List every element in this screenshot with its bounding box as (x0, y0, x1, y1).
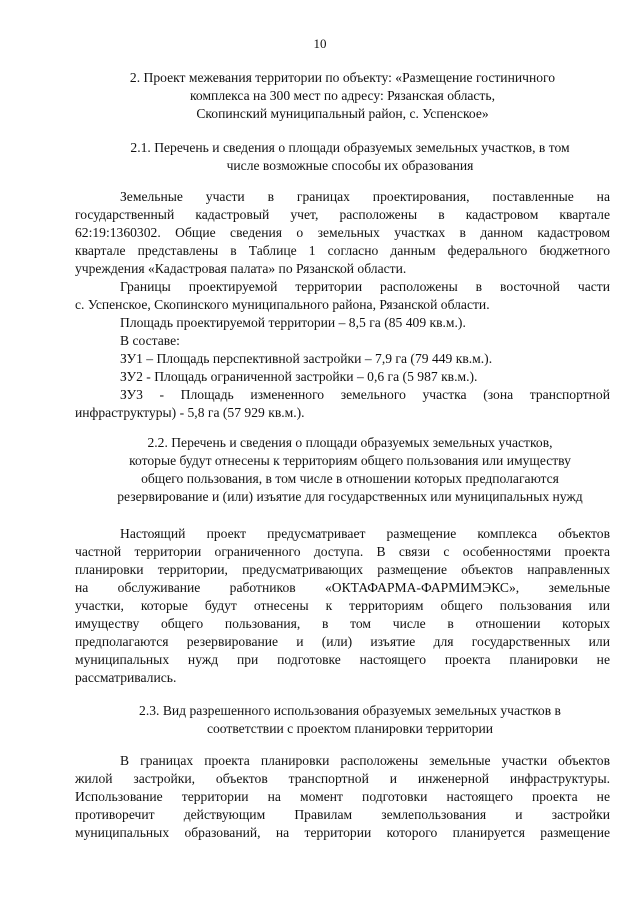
heading-line: общего пользования, в том числе в отношении которых предполагаются (141, 471, 559, 486)
text-line: противоречит действующим Правилам землепользования и застройки (75, 807, 610, 822)
section-heading-2-2 (90, 434, 610, 506)
text-line: планировки территории, предусматривающих размещение объектов направленных (75, 562, 610, 577)
heading-line: 2.2. Перечень и сведения о площади образуемых земельных участков, (147, 435, 553, 450)
heading-line: Скопинский муниципальный район, с. Успенское» (196, 106, 489, 121)
text-line: участки, которые будут отнесены к территориям общего пользования или (75, 598, 610, 613)
text-line: на обслуживание работников «ОКТАФАРМА-ФАРМИМЭКС», земельные (75, 580, 610, 595)
text-line: инфраструктуры) - 5,8 га (57 929 кв.м.). (75, 405, 305, 420)
text-line: муниципальных образований, на территории которого планируется размещение (75, 825, 610, 840)
text-line: учреждения «Кадастровая палата» по Рязанской области. (75, 261, 407, 276)
text-line: Границы проектируемой территории расположены в восточной части (120, 279, 610, 294)
text-line: ЗУ3 - Площадь измененного земельного участка (зона транспортной (120, 387, 610, 402)
heading-line: 2.3. Вид разрешенного использования образуемых земельных участков в (139, 703, 561, 718)
section-heading-2-1 (85, 139, 615, 175)
paragraph (75, 188, 610, 278)
text-line: В составе: (120, 333, 180, 348)
page-number: 10 (313, 36, 327, 51)
section-2-2-body (75, 525, 610, 687)
text-line: ЗУ1 – Площадь перспективной застройки – 7,9 га (79 449 кв.м.). (120, 351, 493, 366)
paragraph (75, 350, 610, 368)
paragraph (75, 525, 610, 687)
heading-line: комплекса на 300 мест по адресу: Рязанская область, (190, 88, 495, 103)
section-heading-2 (75, 69, 610, 123)
text-line: муниципальных нужд при подготовке настоящего проекта планировки не (75, 652, 610, 667)
text-line: жилой застройки, объектов транспортной и инженерной инфраструктуры. (75, 771, 610, 786)
text-line: 62:19:1360302. Общие сведения о земельных участках в данном кадастровом (75, 225, 610, 240)
heading-line: резервирование и (или) изъятие для государственных или муниципальных нужд (117, 489, 583, 504)
text-line: государственный кадастровый учет, расположены в кадастровом квартале (75, 207, 610, 222)
paragraph (75, 752, 610, 842)
text-line: Земельные участи в границах проектирования, поставленные на (120, 189, 610, 204)
text-line: рассматривались. (75, 670, 177, 685)
heading-line: соответствии с проектом планировки территории (206, 721, 494, 736)
paragraph (75, 314, 610, 332)
paragraph (75, 386, 610, 422)
text-line: Использование территории на момент подготовки настоящего проекта не (75, 789, 610, 804)
paragraph (75, 332, 610, 350)
heading-line: числе возможные способы их образования (226, 158, 474, 173)
text-line: Настоящий проект предусматривает размещение комплекса объектов (120, 526, 610, 541)
text-line: ЗУ2 - Площадь ограниченной застройки – 0,6 га (5 987 кв.м.). (120, 369, 478, 384)
paragraph (75, 368, 610, 386)
section-2-3-body (75, 752, 610, 842)
heading-line: 2. Проект межевания территории по объекту: «Размещение гостиничного (129, 70, 556, 85)
section-heading-2-3 (90, 702, 610, 738)
heading-line: которые будут отнесены к территориям общего пользования или имуществу (129, 453, 571, 468)
paragraph (75, 278, 610, 314)
text-line: имуществу общего пользования, в том числе в отношении которых (75, 616, 610, 631)
text-line: В границах проекта планировки расположены земельные участки объектов (120, 753, 610, 768)
text-line: квартале представлены в Таблице 1 согласно данным федерального бюджетного (75, 243, 610, 258)
text-line: Площадь проектируемой территории – 8,5 га (85 409 кв.м.). (120, 315, 466, 330)
text-line: с. Успенское, Скопинского муниципального района, Рязанской области. (75, 297, 490, 312)
text-line: частной территории ограниченного доступа. В связи с особенностями проекта (75, 544, 610, 559)
heading-line: 2.1. Перечень и сведения о площади образуемых земельных участков, в том (130, 140, 570, 155)
section-2-1-body (75, 188, 610, 422)
text-line: предполагаются резервирование и (или) изъятие для государственных или (75, 634, 610, 649)
